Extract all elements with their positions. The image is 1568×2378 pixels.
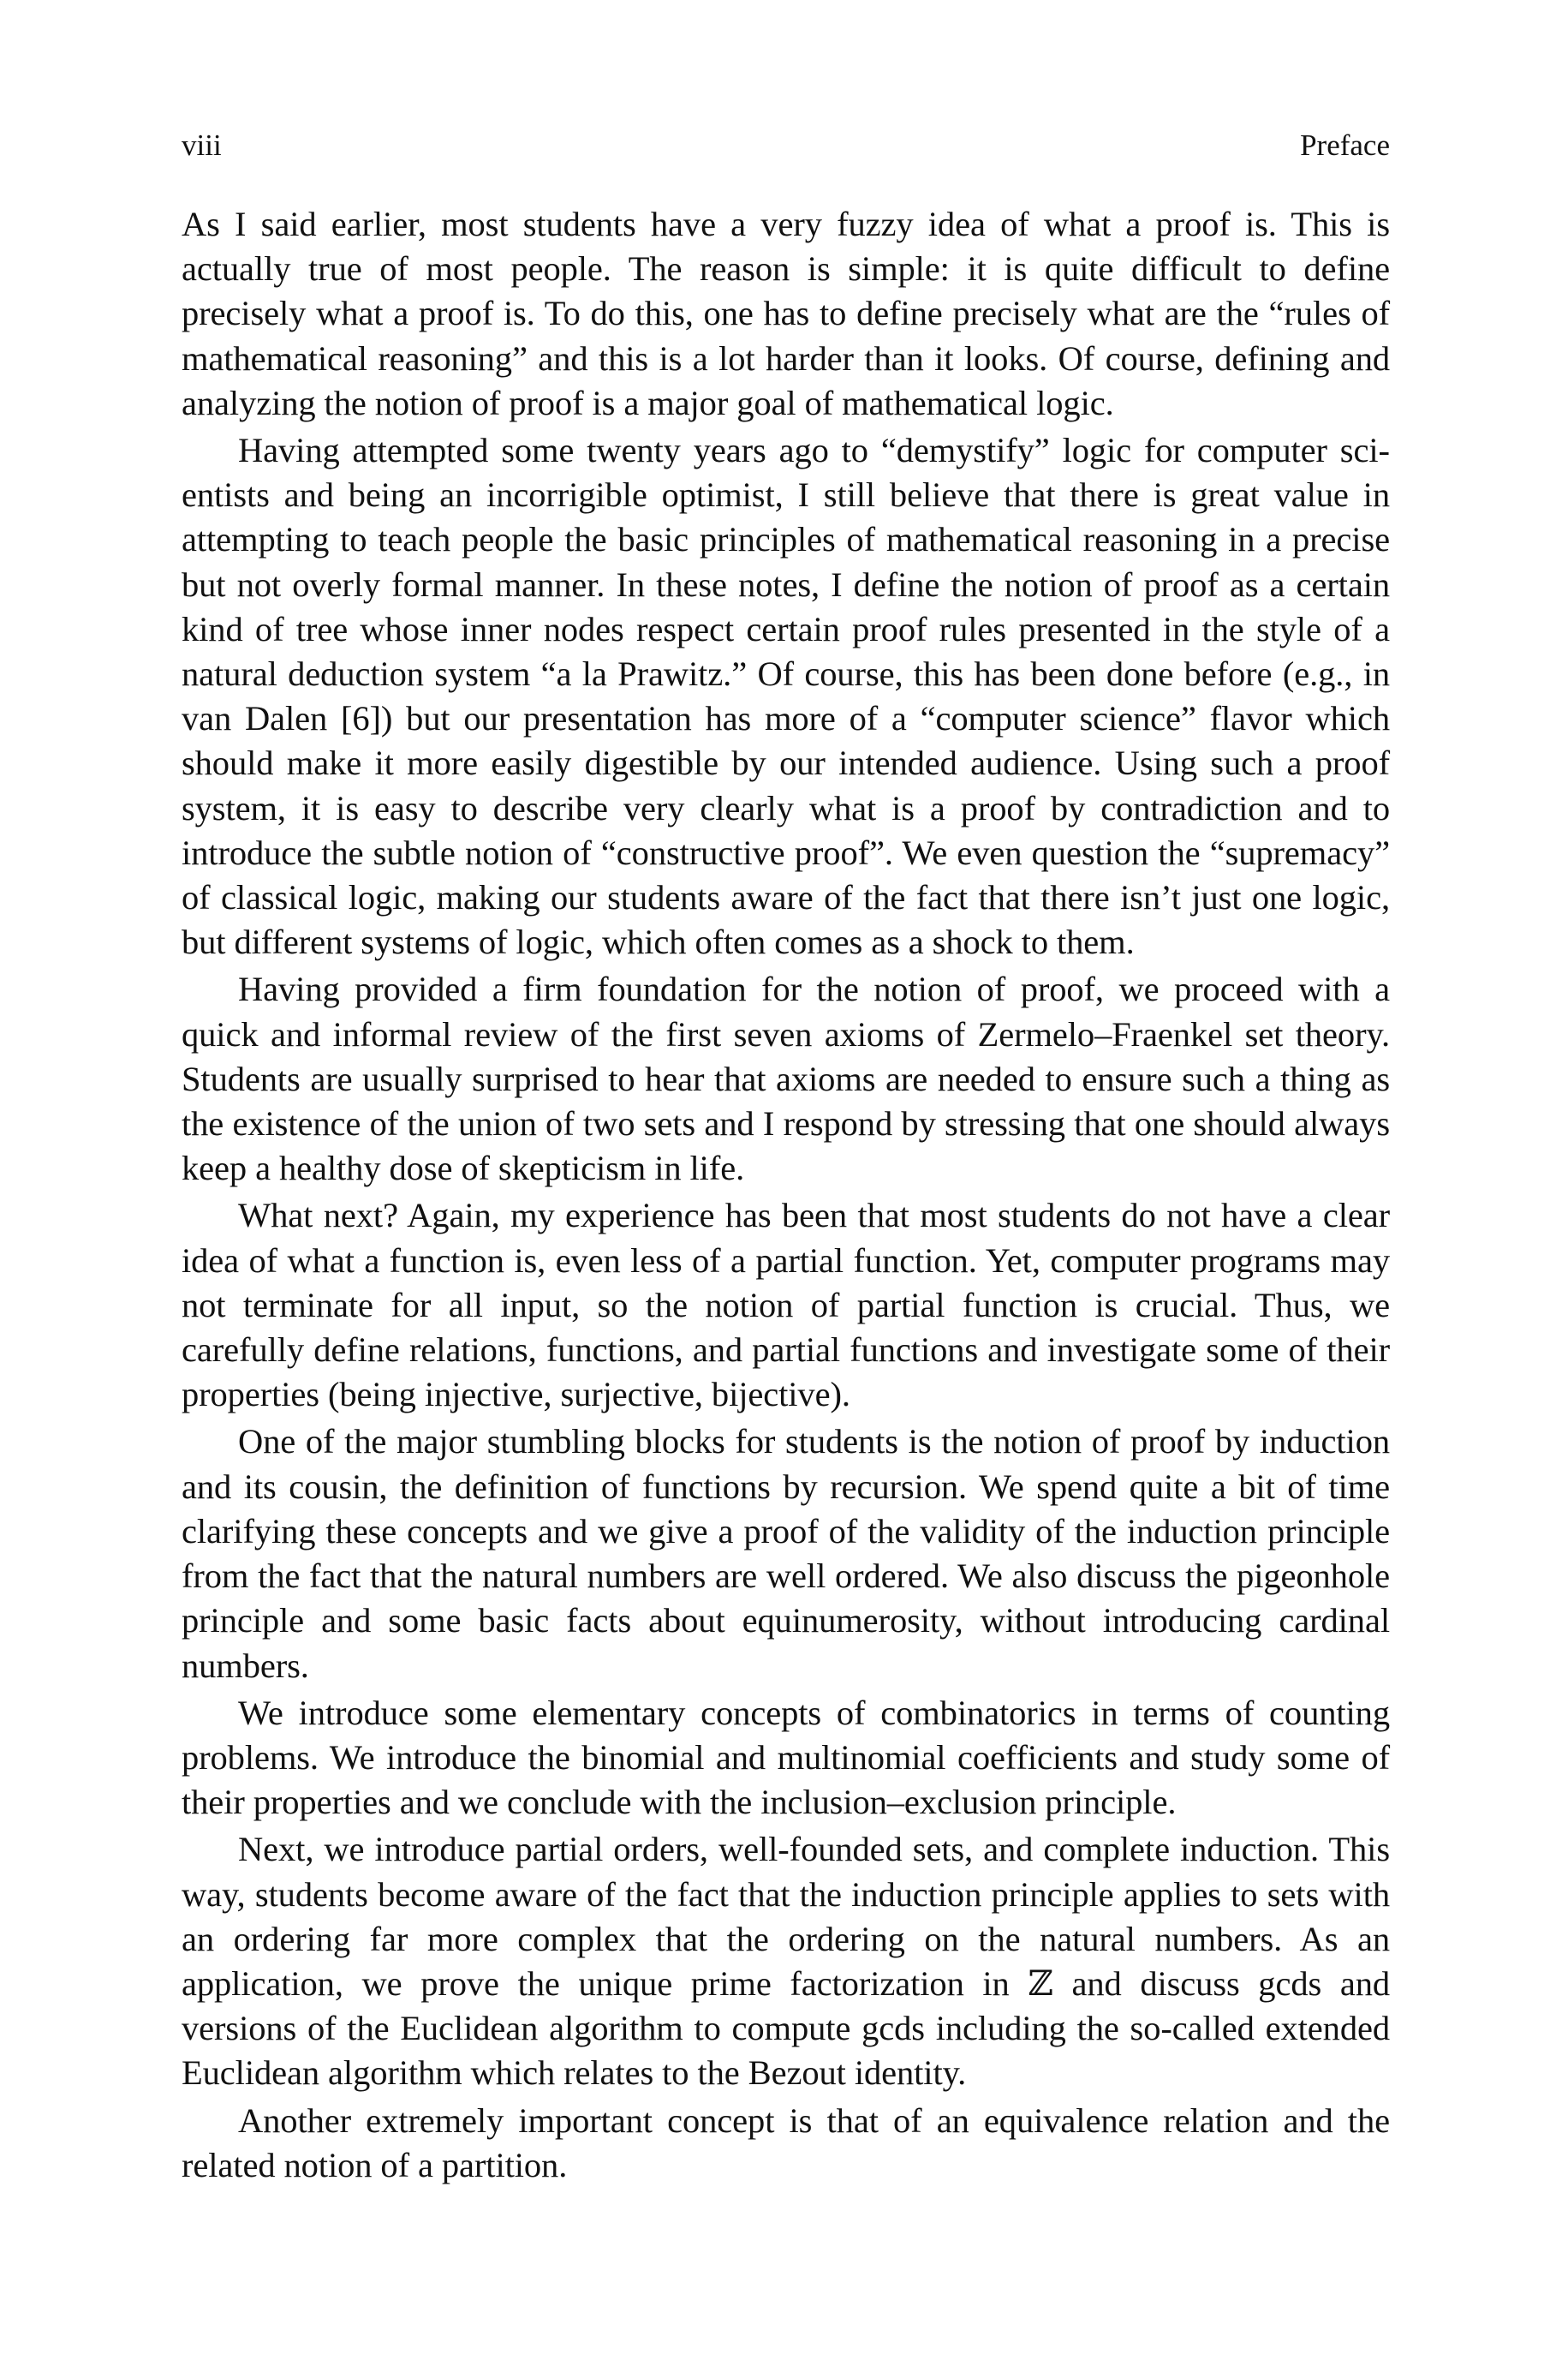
running-title: Preface	[1300, 128, 1390, 162]
paragraph: Having attempted some twenty years ago to “demystify” logic for computer scientists and being an incorrigible optimist, I still believe that there is great value in attempting to teach people the basic principles of mathematical reasoning in a precise but not overly formal manner. In these notes, I define the notion of proof as a certain kind of tree whose inner nodes respect certain proof rules presented in the style of a natural deduction system “a la Prawitz.” Of course, this has been done before (e.g., in van Dalen [6]) but our presentation has more of a “computer science” flavor which should make it more easily digestible by our intended audience. Using such a proof system, it is easy to describe very clearly what is a proof by contradiction and to introduce the subtle notion of “constructive proof”. We even question the “supremacy” of classical logic, making our students aware of the fact that there isn’t just one logic, but different systems of logic, which often comes as a shock to them.	[182, 431, 1390, 962]
paragraph: One of the major stumbling blocks for students is the notion of proof by induction and its cousin, the definition of functions by recursion. We spend quite a bit of time clarifying these concepts and we give a proof of the validity of the induction principle from the fact that the natural numbers are well ordered. We also discuss the pigeonhole principle and some basic facts about equinumerosity, without introducing cardinal numbers.	[182, 1422, 1390, 1685]
paragraph: We introduce some elementary concepts of combinatorics in terms of counting problems. We introduce the binomial and multinomial coefficients and study some of their properties and we conclude with the inclusion–exclusion principle.	[182, 1693, 1390, 1822]
paragraph: What next? Again, my experience has been that most students do not have a clear idea of what a function is, even less of a partial function. Yet, computer programs may not terminate for all input, so the notion of partial function is crucial. Thus, we carefully define relations, functions, and partial functions and investigate some of their properties (being injective, surjective, bijective).	[182, 1196, 1390, 1414]
running-head	[182, 127, 1390, 164]
page-number: viii	[182, 128, 222, 162]
paragraph: Another extremely important concept is that of an equivalence relation and the related notion of a partition.	[182, 2100, 1390, 2184]
paragraph: Next, we introduce partial orders, well-founded sets, and complete induction. This way, students become aware of the fact that the induction principle applies to sets with an ordering far more complex that the ordering on the natural numbers. As an application, we prove the unique prime factorization in ℤ and discuss gcds and versions of the Euclidean algorithm to compute gcds including the so-called extended Euclidean algorithm which relates to the Bezout identity.	[182, 1830, 1390, 2093]
body-text	[182, 202, 1390, 2190]
paragraph: Having provided a firm foundation for the notion of proof, we proceed with a quick and informal review of the first seven axioms of Zermelo–Fraenkel set theory. Students are usually surprised to hear that axioms are needed to ensure such a thing as the existence of the union of two sets and I respond by stressing that one should always keep a healthy dose of skepticism in life.	[182, 970, 1390, 1188]
paragraph: As I said earlier, most students have a very fuzzy idea of what a proof is. This is actually true of most people. The reason is simple: it is quite difficult to define precisely what a proof is. To do this, one has to define precisely what are the “rules of mathematical reasoning” and this is a lot harder than it looks. Of course, defining and analyzing the notion of proof is a major goal of mathematical logic.	[182, 205, 1390, 422]
